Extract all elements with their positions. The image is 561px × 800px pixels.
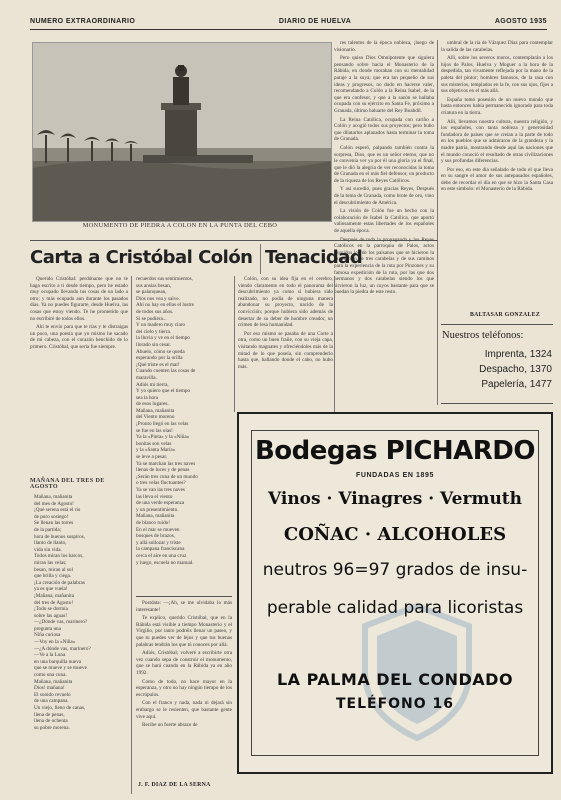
verse-line: en una barquilla nueva [34,658,82,665]
verse-line: bosques de brazos, [136,533,176,540]
ad-town: LA PALMA DEL CONDADO [276,670,514,689]
phones-title: Nuestros teléfonos: [442,330,524,341]
carta-subhead: MAÑANA DEL TRES DE AGOSTO [30,478,105,490]
verse-line: ¡Mañana, mañanita [34,592,75,599]
verse-line: ¡La creación de palabras [34,579,85,586]
verse-line: de la partida; [34,526,62,533]
verse-line: ¡Serán tres cuna de un mundo [136,473,198,480]
ad-brand-name: Bodegas PICHARDO [254,436,535,466]
verse-line: besan, miran al sol [34,566,73,573]
paragraph: Adiós, Cristóbal; volveré a escribirte otra vez cuando sepa de construir el monumento, que se hará cuando en la Rábida ya en año 1992. [136,650,232,676]
verse-line: maravilla. [136,374,157,381]
verse-line: Un viejo, lleno de canas, [34,705,86,711]
paragraph: umbral de la ría de Vázquez Díaz para contemplar la salida de las carabelas. [441,40,553,53]
verse-line: Cuando cuenten las cosas de [136,368,196,375]
verse-line: y luego, escuela no manual. [136,559,194,566]
ad-telephone: TELÉFONO 16 [335,696,455,712]
verse-line: Y un madero muy claro [136,322,186,329]
column-rule [334,276,335,412]
verse-line: esperando por la orilla [136,355,183,362]
carta-signature: J. F. DIAZ DE LA SERNA [138,782,211,788]
verse-line: hora de buenos suspiros, [34,533,86,540]
verse-line: vida sin vida. [34,546,62,553]
verse-line: llorado sin cesar. [136,341,172,348]
verse-line: —¿Dónde vas, marinero? [34,619,88,626]
verse-line: llenas de luces y de penas [136,467,190,474]
verse-line: como una cuna. [34,672,67,679]
paragraph: Te explico, querido Cristóbal, que en la Rábida está visible a tiempo Monasterio y el Virgilio, por tanto podréis llenar un paseo, y que tu puedes ver de lejos y que tus buenas palabras tendrán los que tú conoces por allá. [136,615,232,648]
postdata-rule [136,596,232,597]
monument-photo [32,42,332,222]
header-edition: NUMERO EXTRAORDINARIO [30,17,136,25]
verse-line: de blanco ruido! [136,519,170,526]
verse-line: Ya se marchan las tres naves [136,460,196,467]
verse-line: o tres velas fluctuantes? [136,480,186,487]
paragraph: Postdata: —¡Ah, se me olvidaba lo más interesante! [136,600,232,613]
verse-line: de todos sus años. [136,308,174,315]
paragraph: Ahí te envío para que te rías y te distraigas un poco, una poesía que yo mismo he sacado de mi cabeza, con el corazón henchido de lo primero. Cristóbal, que seria fue siempre. [30,324,128,350]
ad-quality-line-1: neutros 96=97 grados de insu- [262,560,528,580]
monument-image [33,43,331,221]
paragraph: Colón, con su idea fija en el cerebro, viendo claramente en todo el panorama del descubrimiento ya como si hubiera sido realizado, no podía de ninguna manera abandonar su proyecto, nacido de la convicción; porque hubiera sido además de desertar de su deber de hombre creador, un crimen de lesa humanidad. [238,276,333,329]
verse-line: se fue en las olas! [136,427,173,434]
paragraph: Allí, sobre los severos muros, contemplarán a los hijos de Palos, Huelva y Moguer a la hora de la despedida, tan vivamente reflejada por la mano de la paleta del pintor; hombres famosos, de la raza con sus misterios, templados en la fe, con sus ojos, fijos a sus objetivos en el más allá. [441,55,553,95]
paragraph: Como de todo, no hace mayor en la esperanza, y otro no hay ningún tiempo de los escrúpulos. [136,678,232,698]
ad-founded: FUNDADAS EN 1895 [355,472,435,479]
verse-line: del Viento moreno [136,414,175,421]
verse-line: —Voy en la «Niña» [34,639,76,646]
paragraph: Y así sucedió, pues gracias Reyes, Después de la toma de Granada, como brote de oro, vino el descubrimiento de América. [334,186,434,206]
verse-line: Mañana, mañanita [34,494,73,500]
phones-bottom-rule [441,403,553,404]
verse-line: y allá sollozar y triste [136,539,181,546]
paragraph: Colón esperó, palpando también contra la sorpresa, Dios, que es un señor eterno, que no le convenía ver ya por él una gloria ya el final, que le dió la alegría de ver reconocidas la toma de Granada en el más fiel defensor, un producto de la riqueza de los Reyes Católicos. [334,144,434,184]
ad-products-line: Vinos · Vinagres · Vermuth [267,489,523,509]
verse-line: ¡Qué serena está el río [34,507,81,514]
header-date: AGOSTO 1935 [494,17,547,25]
headline-top-rule [30,240,438,241]
paragraph: res talentos de la época nobleza, ¡luego de visionario. [334,40,434,53]
verse-line: En el mar se mueven [136,526,180,533]
verse-line: que brilla y ciega. [34,573,72,580]
column-rule [234,276,235,412]
ad-spirits-line: COÑAC · ALCOHOLES [283,524,507,545]
paragraph: Con el franco y nada, nada ni dejará sin embargo se le resienten, que bastante gente vive aquí. [136,700,232,720]
paragraph: Pero quiso Dios Omnipotente que siguiera pensando sobre hacia el Monasterio de la Rábida, en donde moraban con su mentalidad paraje a la suya; que era tan pequeño de sus ideas y progresos, no dudo en hacerse valer, recomendando a Colón a la Reina Isabel, de la que era confesor, y que a la sazón se hallaba ocupada con su ejército en Santa Fe, próximo a Granada, último baluarte del Rey Boabdil. [334,55,434,114]
paragraph: Por eso mismo se pasaba de una Corte a otra, como un buen fraile, con su vieja capa, visitando magnates y ofreciéndoles más de la mitad de lo que poseía, sin comprenderlo hasta que, hallando donde el cabo, no hubo más. [238,330,333,370]
verse-line: ¡Qué triste es el mar! [136,361,180,368]
verse-line: Adiós mi tierra, [136,381,169,388]
verse-line: la campana franciscana [136,546,185,553]
verse-line: del cielo y tierra. [136,328,172,335]
verse-line: que se mueve y se mueve [34,665,87,672]
verse-line: ¡Todo se dormía [34,606,68,613]
verse-line: El sonido revuelo [34,691,71,698]
verse-line: su pobre morena. [34,724,70,731]
verse-line: llena de ochenta [34,718,68,725]
verse-line: llanto de llanto, [34,540,67,547]
verse-line: Si se pudiera... [136,315,167,322]
column-rule [131,276,132,794]
header-rule [30,29,547,30]
verse-line: llena de penas, [34,711,65,718]
verse-line: ¡Pronto llegó en las velas [136,421,189,428]
pichardo-advertisement [237,412,553,774]
paragraph: Recibe un fuerte abrazo de [142,722,198,729]
tenacidad-col3b [334,40,434,405]
verse-line: Todos miran los barcos, [34,553,84,560]
header-paper-name: DIARIO DE HUELVA [278,17,352,25]
verse-line: de una campana. [34,698,69,705]
verse-line: sobre las aguas! [34,612,68,619]
verse-line: Ya se van las tres naves [136,487,185,493]
paragraph: La visión de Colón fue un hecho con la colaboración de Isabel la Católica, que aportó valiosamente estas libertades de los españoles de aquella época. [334,208,434,235]
phone-row-imprenta: Imprenta, 1324 [484,349,552,360]
paragraph: España tomó posesión de un nuevo mundo que hasta entonces había permanecido ignorado para toda criatura en la tierra. [441,96,553,116]
verse-line: Y yo quiero que el tiempo [136,388,191,395]
paragraph: La Reina Católica, ocupada con cariño a Colón y acogió todos sus proyectos; pero hubo que dilatarlos aplazados hasta terminar la toma de Granada. [334,116,434,143]
verse-line: y la «Santa María» [136,447,176,454]
verse-line: las lleva el viento [136,493,173,500]
paragraph: Allí, llevamos nuestra cultura, nuestra religión, y los españoles, con tanta nobleza y generosidad fundadora de países que se creían a la parte de todo en los pueblos que se admiraron de la grandeza y la madre patria, mostrando desde aquí las naciones que el mundo conoció el resultado de otras civilizaciones y sus profundas diferencias. [441,118,553,165]
tenacidad-headline: Tenacidad [265,247,363,268]
carta-postdata [136,600,232,780]
verse-line: Ya la «Pinta» y la «Niña» [136,434,190,441]
verse-line: sea la hora [136,394,159,401]
carta-headline: Carta a Cristóbal Colón [30,247,253,268]
verse-line: Abuelo, cómo se queda [136,348,185,355]
verse-line: Mañana, mañanita [136,407,175,414]
verse-line: Dios nos vea y salve. [136,295,180,302]
carta-poem1 [34,494,130,794]
verse-line: —Ve a la Luna [34,652,66,659]
tenacidad-col3a [238,276,333,410]
photo-caption: MONUMENTO DE PIEDRA A COLON EN LA PUNTA DEL CEBO [82,222,278,229]
verse-line: del tres de Agosto! [34,599,74,606]
verse-line: Mañana, mañanita [34,678,73,685]
paragraph: Por eso, en este día señalado de todo el que lleva en su sangre el amor de sus antepasados españoles, debe de recordar el día en que se hizo la Santa Casa en este símbolo: el Monasterio de la Rábida. [441,166,553,193]
verse-line: miran las velas; [34,559,67,566]
phone-row-papeleria: Papelería, 1477 [481,379,552,390]
verse-line: Dios! mañana! [34,685,65,692]
verse-line: Ahí no hay en ellas el lustre [136,302,194,309]
verse-line: de una verde esperanza [136,500,185,507]
verse-line: ya es que vuela! [34,586,68,593]
verse-line: de esos lugares. [136,401,169,408]
ad-quality-line-2: perable calidad para licoristas [266,598,524,618]
verse-line: Niña curiosa [34,632,61,639]
verse-line: la lluvia y ve en el tiempo [136,335,190,342]
column-rule [437,40,438,405]
verse-line: pregunta una [34,625,61,632]
paragraph: Querido Cristóbal: perdóname que no te haga escrito a ti desde tiempo, pero he estado muy ocupado llevando tus cosas de un lado a otro; y más ocupado aun durante los pasados días. Ya no puedes figurarte, desde Huelva, las cosas que estoy viendo. Te he prometido que no escribiré de todos ellos. [30,276,128,322]
verse-line: se leve a pesar. [136,454,168,461]
phones-box [442,330,552,394]
verse-line: del mes de Agosto! [34,500,74,507]
verse-line: Se llenan las torres [34,520,74,527]
headline-divider [260,244,261,274]
phone-row-despacho: Despacho, 1370 [479,364,552,375]
verse-line: se palanquean, [136,289,167,296]
tenacidad-signature: BALTASAR GONZALEZ [470,312,541,318]
verse-line: bonitas son velas [136,440,172,447]
carta-col2 [136,276,230,594]
tenacidad-col4 [441,40,553,315]
verse-line: y un presentimiento. [136,506,179,513]
carta-col1 [30,276,128,476]
verse-line: sus ansias besan, [136,282,172,289]
verse-line: —¿A dónde vas, marinero? [34,645,91,652]
verse-line: Mañana, mañanita [136,513,175,520]
paragraph: Después de toda la propaganda y los Reyes Católicos en la parroquia de Palos, actos seguidos los de los paisanos que se hicieron la expedición de tres carabelas y de sus caminos para la experiencia de la ruta por Pinzones y su famosa expedición de la ruta, por las que dos hermanos y dos carabelas siendo los que sirvieron la luz, un cuyos bastante para que se puedan la piedra de este resto. [334,236,434,296]
signature-rule [441,324,553,325]
page-header [30,14,547,28]
verse-line: recuerdos sus sentimientos, [136,276,193,282]
verse-line: de puro sosiego! [34,513,69,520]
verse-line: cerca el aire en una cruz [136,552,187,559]
